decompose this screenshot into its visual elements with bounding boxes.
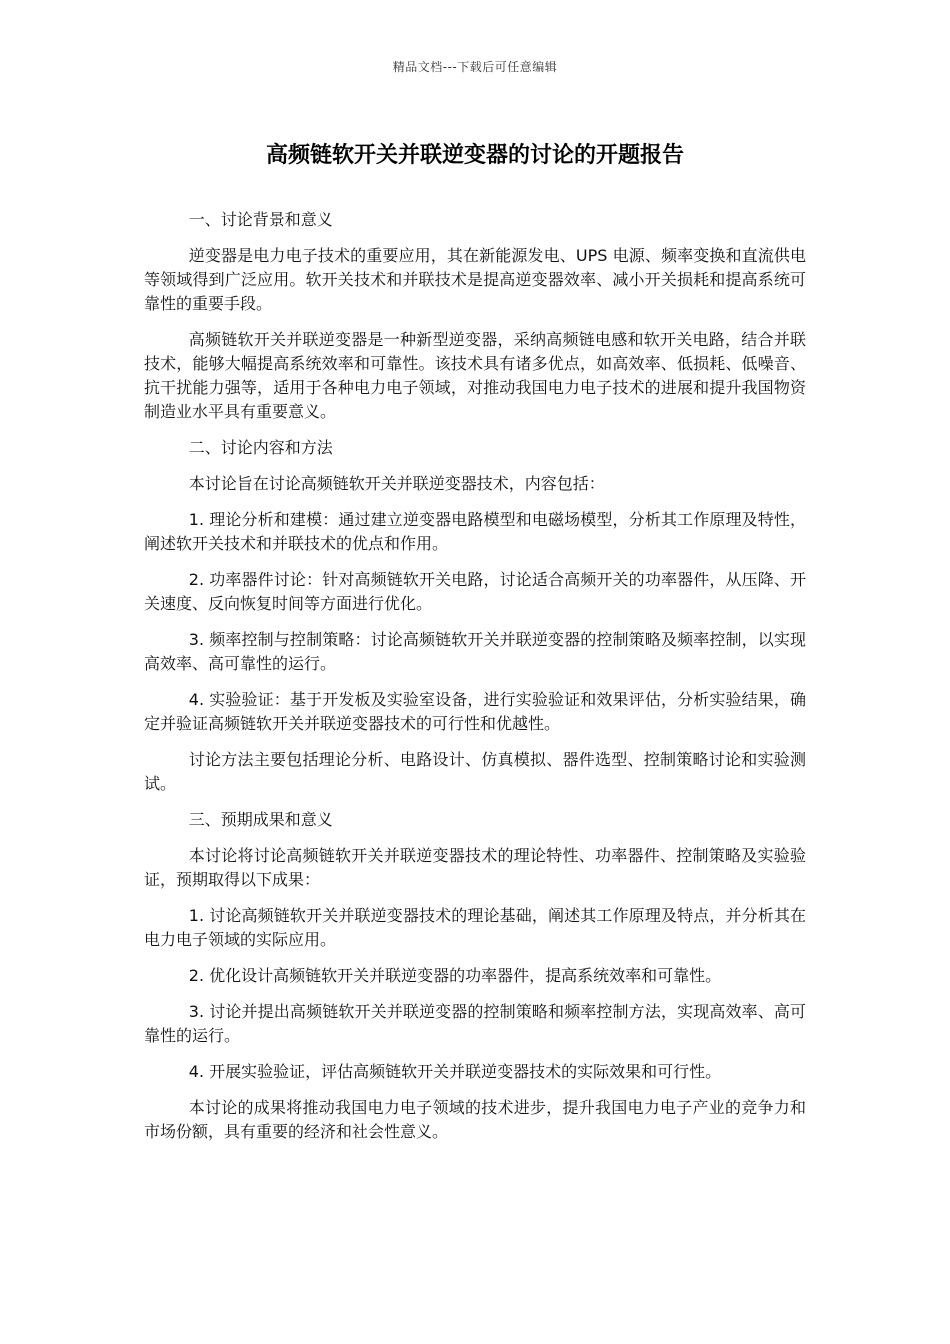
- list-item: 4. 开展实验验证，评估高频链软开关并联逆变器技术的实际效果和可行性。: [188, 1062, 722, 1081]
- list-item: 3. 讨论并提出高频链软开关并联逆变器的控制策略和频率控制方法，实现高效率、高可靠性的运行。: [144, 1002, 806, 1045]
- paragraph: 高频链软开关并联逆变器是一种新型逆变器，采纳高频链电感和软开关电路，结合并联技术，能够大幅提高系统效率和可靠性。该技术具有诸多优点，如高效率、低损耗、低噪音、抗干扰能力强等，适用于各种电力电子领域，对推动我国电力电子技术的进展和提升我国物资制造业水平具有重要意义。: [144, 330, 806, 421]
- list-item: 2. 优化设计高频链软开关并联逆变器的功率器件，提高系统效率和可靠性。: [188, 966, 722, 985]
- list-item: 1. 讨论高频链软开关并联逆变器技术的理论基础，阐述其工作原理及特点，并分析其在电力电子领域的实际应用。: [144, 906, 806, 949]
- paragraph: 本讨论旨在讨论高频链软开关并联逆变器技术，内容包括：: [188, 474, 605, 493]
- list-item: 2. 功率器件讨论：针对高频链软开关电路，讨论适合高频开关的功率器件，从压降、开关速度、反向恢复时间等方面进行优化。: [144, 570, 806, 613]
- document-body: [144, 208, 806, 1156]
- page-header-note: 精品文档---下载后可任意编辑: [392, 60, 558, 74]
- paragraph: 本讨论将讨论高频链软开关并联逆变器技术的理论特性、功率器件、控制策略及实验验证，预期取得以下成果：: [144, 846, 806, 889]
- section-heading-content-methods: 二、讨论内容和方法: [188, 438, 333, 457]
- document-title: 高频链软开关并联逆变器的讨论的开题报告: [265, 143, 684, 168]
- paragraph: 逆变器是电力电子技术的重要应用，其在新能源发电、UPS 电源、频率变换和直流供电等领域得到广泛应用。软开关技术和并联技术是提高逆变器效率、减小开关损耗和提高系统可靠性的重要手段。: [144, 246, 806, 313]
- list-item: 3. 频率控制与控制策略：讨论高频链软开关并联逆变器的控制策略及频率控制，以实现高效率、高可靠性的运行。: [144, 630, 806, 673]
- list-item: 4. 实验验证：基于开发板及实验室设备，进行实验验证和效果评估，分析实验结果，确定并验证高频链软开关并联逆变器技术的可行性和优越性。: [144, 690, 806, 733]
- paragraph: 本讨论的成果将推动我国电力电子领域的技术进步，提升我国电力电子产业的竞争力和市场份额，具有重要的经济和社会性意义。: [144, 1098, 806, 1141]
- section-heading-background: 一、讨论背景和意义: [188, 210, 333, 229]
- list-item: 1. 理论分析和建模：通过建立逆变器电路模型和电磁场模型，分析其工作原理及特性，阐述软开关技术和并联技术的优点和作用。: [144, 510, 806, 553]
- paragraph: 讨论方法主要包括理论分析、电路设计、仿真模拟、器件选型、控制策略讨论和实验测试。: [144, 750, 806, 793]
- section-heading-expected-results: 三、预期成果和意义: [188, 810, 333, 829]
